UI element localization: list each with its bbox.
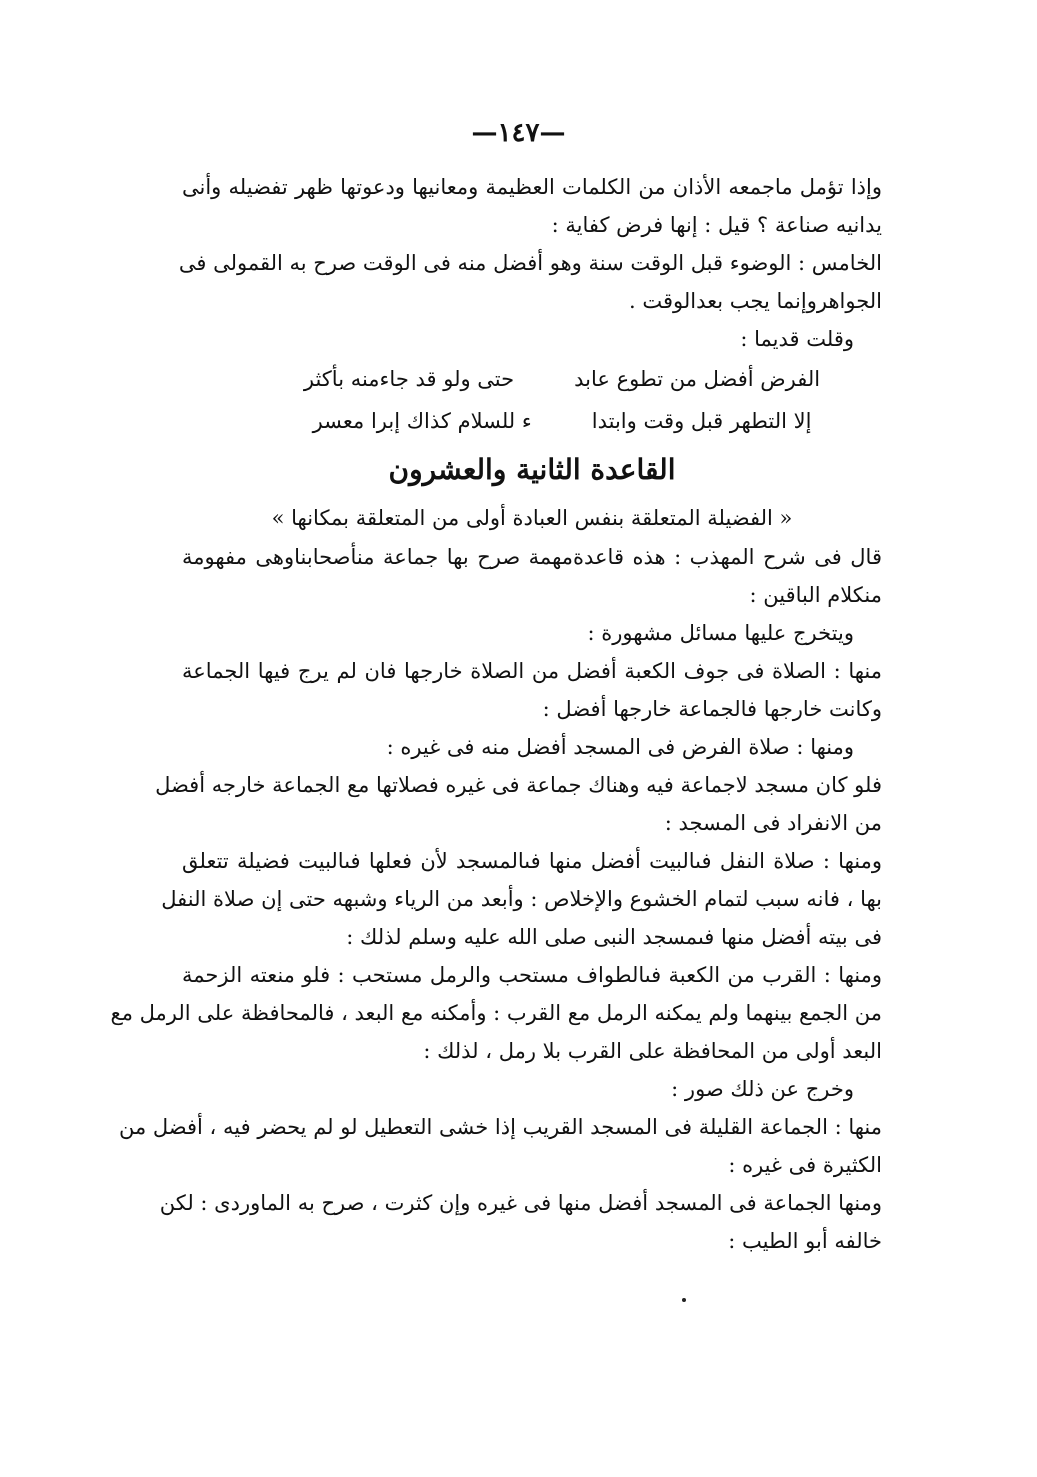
verse-line xyxy=(182,400,882,442)
text-line: ومنها : صلاة الفرض فى المسجد أفضل منه فى غيره : xyxy=(386,735,854,759)
text-line: من الجمع بينهما ولم يمكنه الرمل مع القرب : وأمكنه مع البعد ، فالمحافظة على الرمل مع xyxy=(110,1001,882,1025)
text-line: ومنها : صلاة النفل فىالبيت أفضل منها فىالمسجد لأن فعلها فىالبيت فضيلة تتعلق xyxy=(182,849,882,873)
text-line: فلو كان مسجد لاجماعة فيه وهناك جماعة فى غيره فصلاتها مع الجماعة خارجه أفضل xyxy=(155,773,882,797)
text-line: وخرج عن ذلك صور : xyxy=(671,1077,854,1101)
verse-first-hemistich: الفرض أفضل من تطوع عابد xyxy=(574,367,821,391)
verse-second-hemistich: حتى ولو قد جاءمنه بأكثر xyxy=(303,367,515,391)
stray-dot xyxy=(682,1298,686,1302)
text-line: الخامس : الوضوء قبل الوقت سنة وهو أفضل منه فى الوقت صرح به القمولى فى xyxy=(178,251,882,275)
text-line: منها : الصلاة فى جوف الكعبة أفضل من الصلاة خارجها فان لم يرج فيها الجماعة xyxy=(182,659,882,683)
text-line: من الانفراد فى المسجد : xyxy=(664,811,882,835)
section-subheading: « الفضيلة المتعلقة بنفس العبادة أولى من المتعلقة بمكانها » xyxy=(271,506,793,530)
verse-second-hemistich: ء للسلام كذاك إبرا معسر xyxy=(312,409,532,433)
verse-line xyxy=(182,358,882,400)
text-line: ويتخرج عليها مسائل مشهورة : xyxy=(587,621,854,645)
body-text xyxy=(110,168,882,1260)
text-line: وإذا تؤمل ماجمعه الأذان من الكلمات العظيمة ومعانيها ودعوتها ظهر تفضيله وأنى xyxy=(182,175,882,199)
text-line: فى بيته أفضل منها فىمسجد النبى صلى الله عليه وسلم لذلك : xyxy=(346,925,882,949)
text-line: منها : الجماعة القليلة فى المسجد القريب إذا خشى التعطيل لو لم يحضر فيه ، أفضل من xyxy=(118,1115,882,1139)
text-line: وكانت خارجها فالجماعة خارجها أفضل : xyxy=(542,697,882,721)
text-line: خالفه أبو الطيب : xyxy=(728,1229,882,1253)
text-line: منكلام الباقين : xyxy=(749,583,882,607)
page-number: —١٤٧— xyxy=(471,118,566,148)
text-line: قال فى شرح المهذب : هذه قاعدةمهمة صرح بها جماعة منأصحابناوهى مفهومة xyxy=(182,545,882,569)
text-line: يدانيه صناعة ؟ قيل : إنها فرض كفاية : xyxy=(551,213,882,237)
text-line: وقلت قديما : xyxy=(740,327,854,351)
text-line: الكثيرة فى غيره : xyxy=(728,1153,882,1177)
text-line: البعد أولى من المحافظة على القرب بلا رمل ، لذلك : xyxy=(423,1039,882,1063)
section-heading: القاعدة الثانية والعشرون xyxy=(388,453,676,486)
text-line: الجواهروإنما يجب بعدالوقت . xyxy=(629,289,882,313)
text-line: ومنها الجماعة فى المسجد أفضل منها فى غيره وإن كثرت ، صرح به الماوردى : لكن xyxy=(159,1191,882,1215)
text-line: بها ، فانه سبب لتمام الخشوع والإخلاص : وأبعد من الرياء وشبهه حتى إن صلاة النفل xyxy=(161,887,882,911)
verse-first-hemistich: إلا التطهر قبل وقت وابتدا xyxy=(591,409,812,433)
text-line: ومنها : القرب من الكعبة فىالطواف مستحب والرمل مستحب : فلو منعته الزحمة xyxy=(182,963,882,987)
